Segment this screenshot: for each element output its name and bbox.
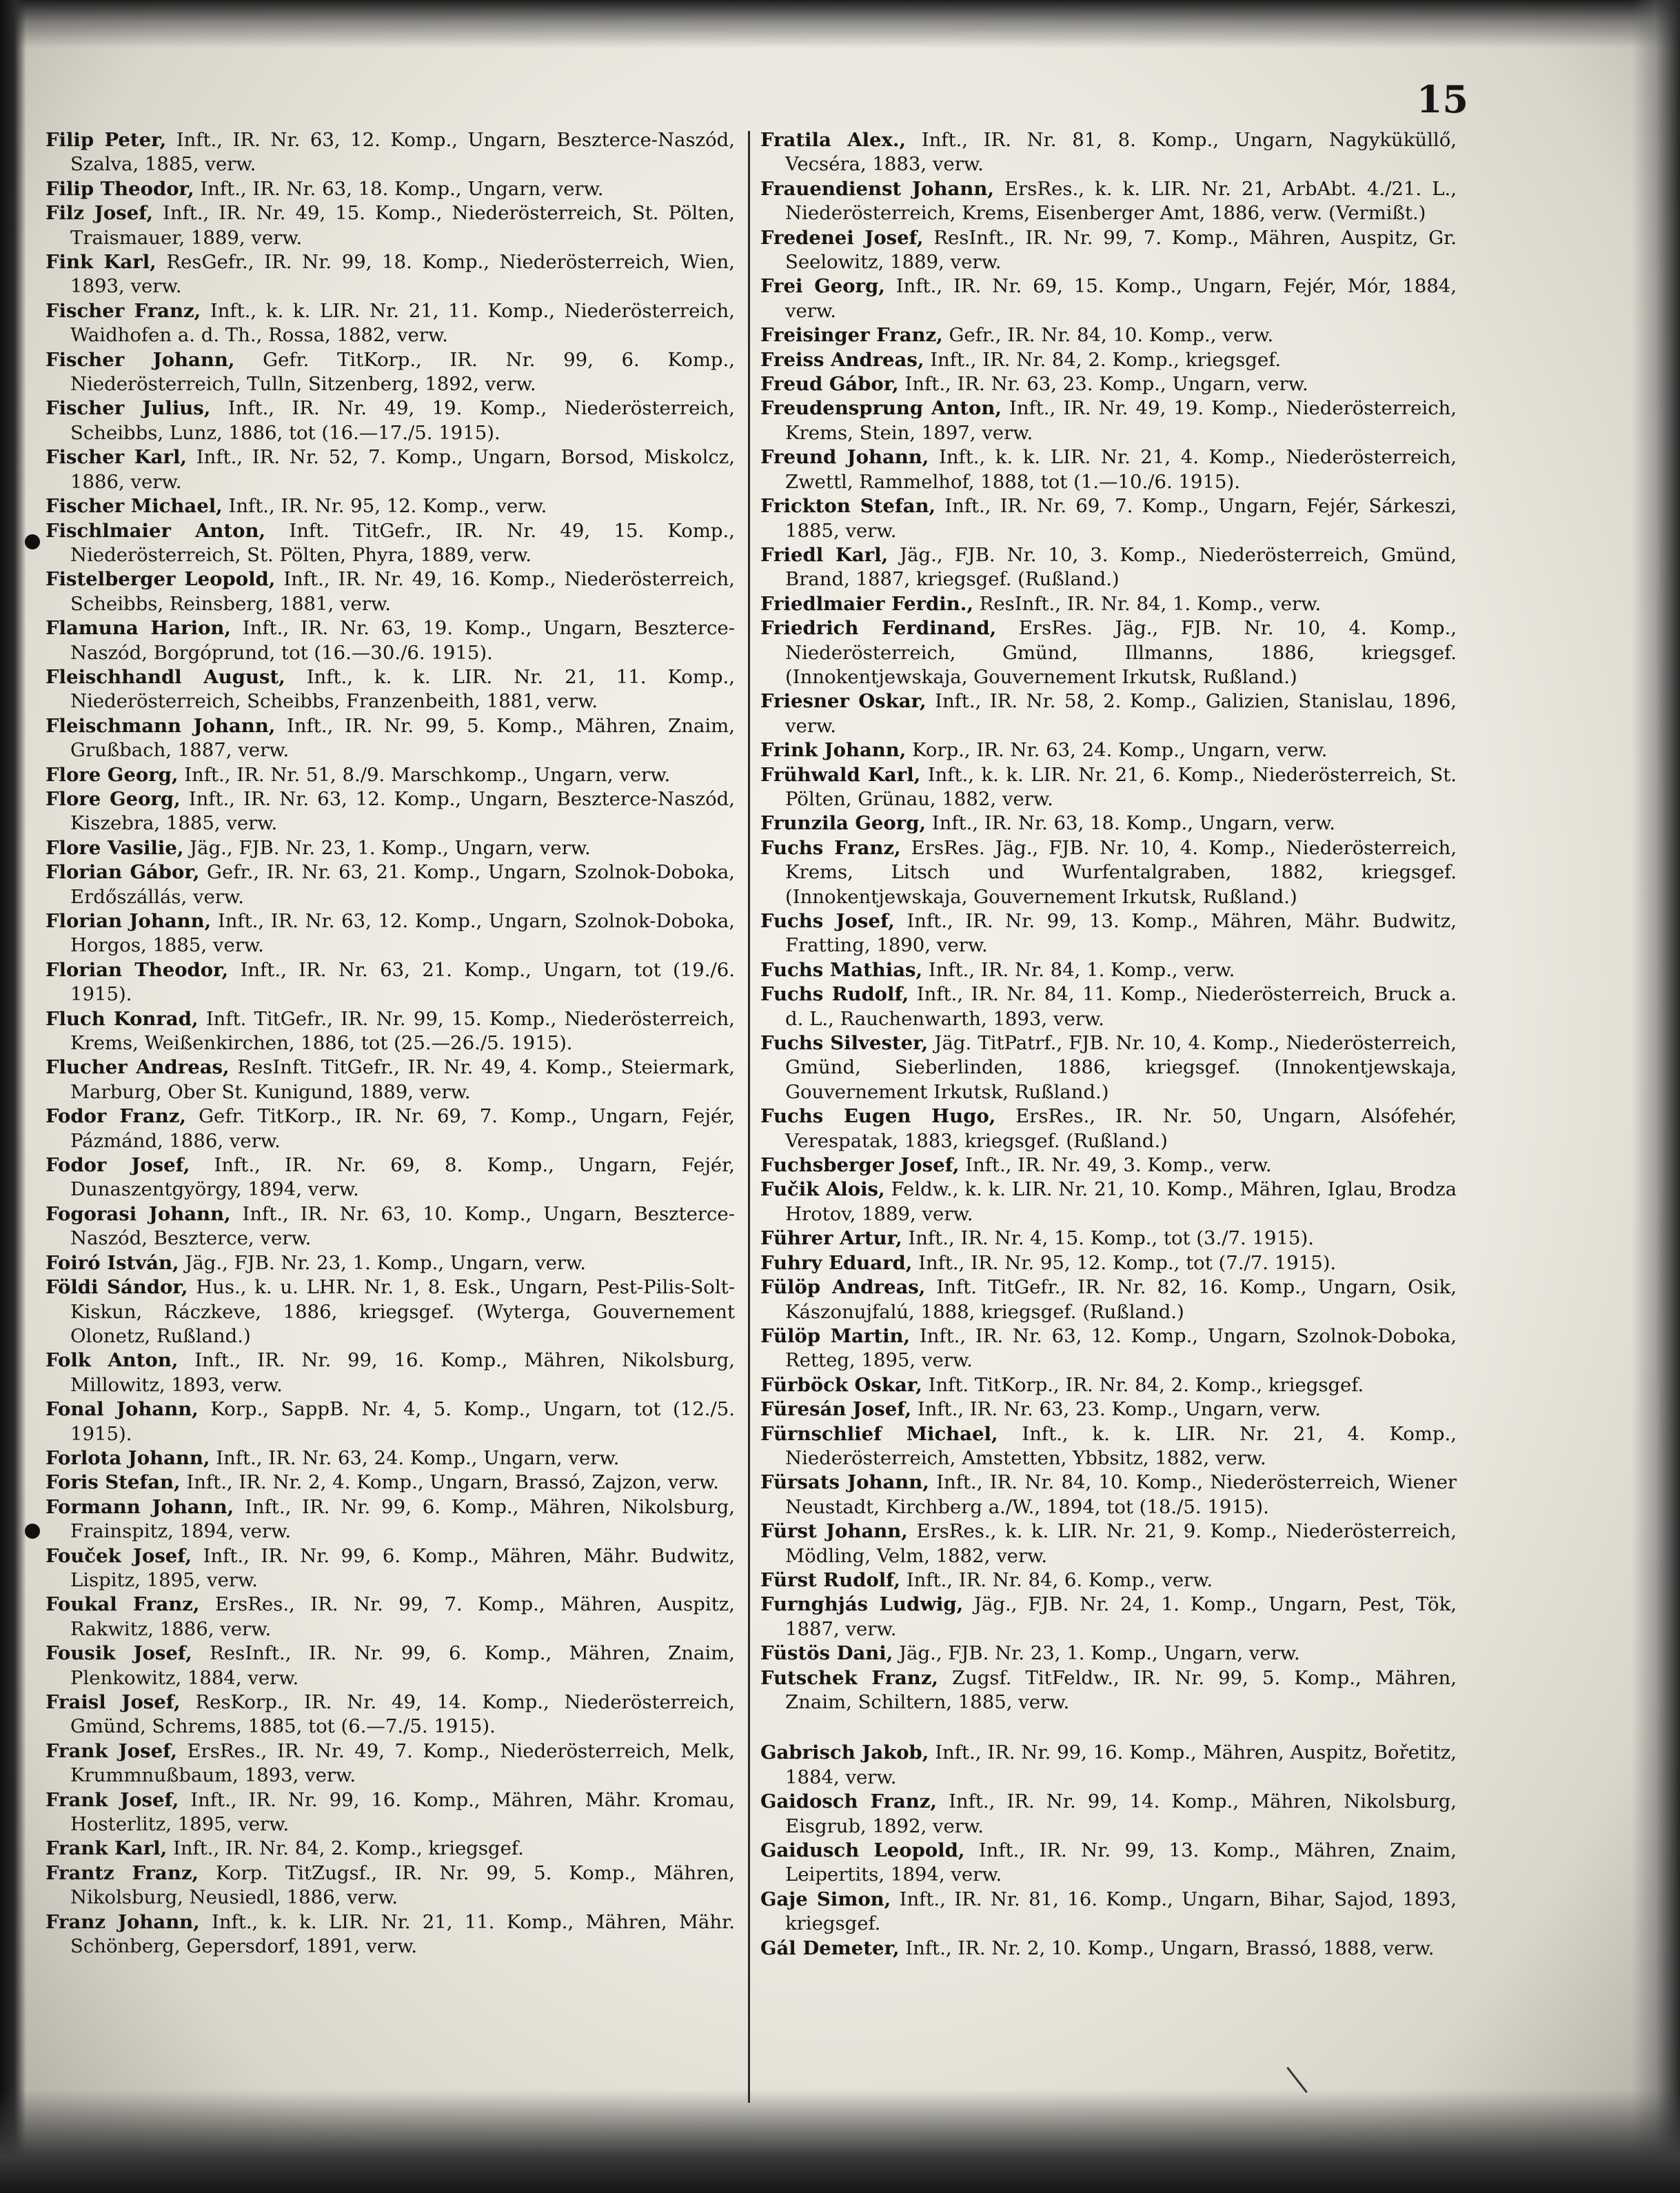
list-entry: [760, 226, 1457, 275]
entry-name: Flucher Andreas,: [45, 1056, 230, 1079]
entry-details: Jäg., FJB. Nr. 10, 3. Komp., Niederösterreich, Gmünd, Brand, 1887, kriegsgef. (Rußland.): [785, 543, 1457, 591]
entry-name: Florian Gábor,: [45, 861, 200, 884]
entry-details: ErsRes. Jäg., FJB. Nr. 10, 4. Komp., Niederösterreich, Krems, Litsch und Wurfentalgraben, 1882, kriegsgef. (Innokentjewskaja, Gouvernement Irkutsk, Rußland.): [785, 836, 1457, 908]
entry-details: Inft., IR. Nr. 52, 7. Komp., Ungarn, Borsod, Miskolcz, 1886, verw.: [70, 446, 735, 493]
entry-details: Inft., IR. Nr. 63, 18. Komp., Ungarn, verw.: [200, 177, 604, 200]
entry-name: Freudensprung Anton,: [760, 397, 1002, 420]
entry-name: Foiró István,: [45, 1251, 179, 1274]
entry-details: Inft., IR. Nr. 63, 12. Komp., Ungarn, Szolnok-Doboka, Retteg, 1895, verw.: [785, 1324, 1457, 1372]
entry-details: Gefr. TitKorp., IR. Nr. 99, 6. Komp., Niederösterreich, Tulln, Sitzenberg, 1892, verw.: [70, 348, 735, 396]
entry-name: Gabrisch Jakob,: [760, 1741, 929, 1764]
list-entry: [760, 1397, 1457, 1422]
entry-name: Fischer Franz,: [45, 299, 201, 322]
entry-name: Fink Karl,: [45, 251, 156, 274]
list-entry: [760, 348, 1457, 372]
list-entry: [45, 128, 735, 177]
list-entry: [45, 1446, 735, 1471]
list-entry: [760, 958, 1457, 982]
entry-name: Fuhry Eduard,: [760, 1251, 913, 1274]
list-entry: [45, 348, 735, 397]
list-entry: [45, 1153, 735, 1202]
entry-name: Fraisl Josef,: [45, 1691, 181, 1713]
list-entry: [45, 445, 735, 494]
entry-name: Fodor Franz,: [45, 1105, 186, 1128]
list-entry: [760, 396, 1457, 445]
list-entry: [45, 1275, 735, 1348]
entry-name: Fuchs Mathias,: [760, 958, 923, 981]
entry-name: Fonal Johann,: [45, 1398, 199, 1421]
entry-name: Forlota Johann,: [45, 1446, 210, 1469]
entry-name: Fuchs Eugen Hugo,: [760, 1105, 996, 1128]
list-entry: [45, 177, 735, 201]
entry-name: Führer Artur,: [760, 1227, 902, 1250]
entry-details: Gefr., IR. Nr. 63, 21. Komp., Ungarn, Szolnok-Doboka, Erdőszállás, verw.: [70, 861, 735, 908]
entry-details: Jäg., FJB. Nr. 24, 1. Komp., Ungarn, Pest, Tök, 1887, verw.: [785, 1593, 1457, 1640]
entry-details: Inft. TitGefr., IR. Nr. 82, 16. Komp., Ungarn, Osik, Kászonujfalú, 1888, kriegsgef. (Rußland.): [785, 1276, 1457, 1323]
entry-details: Inft. TitGefr., IR. Nr. 49, 15. Komp., Niederösterreich, St. Pölten, Phyra, 1889, verw.: [70, 519, 735, 566]
list-entry: [45, 494, 735, 518]
entry-details: ErsRes., k. k. LIR. Nr. 21, 9. Komp., Niederösterreich, Mödling, Velm, 1882, verw.: [785, 1520, 1457, 1567]
list-entry: [760, 1666, 1457, 1715]
list-entry: [45, 1544, 735, 1593]
entry-details: Inft., IR. Nr. 95, 12. Komp., verw.: [228, 495, 547, 518]
list-entry: [760, 1519, 1457, 1568]
entry-name: Friedl Karl,: [760, 543, 889, 566]
list-entry: [45, 1007, 735, 1056]
entry-name: Freisinger Franz,: [760, 324, 943, 347]
entry-name: Flore Georg,: [45, 763, 179, 786]
scan-shadow-right: [1632, 0, 1680, 2193]
list-entry: [45, 1202, 735, 1251]
entry-name: Foris Stefan,: [45, 1471, 181, 1494]
entry-details: Inft., IR. Nr. 84, 6. Komp., verw.: [906, 1568, 1213, 1591]
list-entry: [760, 1790, 1457, 1839]
list-entry: [45, 714, 735, 763]
entry-details: Inft., IR. Nr. 49, 19. Komp., Niederösterreich, Scheibbs, Lunz, 1886, tot (16.—17./5. 1915).: [70, 397, 736, 444]
entry-name: Fürböck Oskar,: [760, 1373, 922, 1396]
entry-name: Frunzila Georg,: [760, 812, 927, 835]
page-number: 15: [1416, 77, 1468, 121]
list-entry: [45, 616, 735, 665]
entry-details: Inft., IR. Nr. 63, 23. Komp., Ungarn, verw.: [917, 1398, 1321, 1421]
entry-name: Fredenei Josef,: [760, 226, 924, 249]
entry-name: Füresán Josef,: [760, 1398, 912, 1421]
right-column-g-entries: [760, 1741, 1457, 1961]
entry-name: Fülöp Martin,: [760, 1324, 911, 1347]
entry-details: ResGefr., IR. Nr. 99, 18. Komp., Niederösterreich, Wien, 1893, verw.: [70, 251, 735, 298]
entry-details: Inft., k. k. LIR. Nr. 21, 4. Komp., Niederösterreich, Amstetten, Ybbsitz, 1882, verw.: [785, 1422, 1457, 1469]
entry-name: Frantz Franz,: [45, 1861, 199, 1884]
entry-name: Futschek Franz,: [760, 1666, 938, 1689]
entry-details: Inft., IR. Nr. 99, 16. Komp., Mähren, Auspitz, Bořetitz, 1884, verw.: [785, 1741, 1457, 1788]
entry-name: Frink Johann,: [760, 739, 907, 762]
entry-name: Friesner Oskar,: [760, 690, 927, 713]
entry-details: Inft., IR. Nr. 4, 15. Komp., tot (3./7. 1915).: [908, 1227, 1314, 1250]
list-entry: [760, 1178, 1457, 1226]
entry-name: Fischlmaier Anton,: [45, 519, 266, 542]
list-entry: [45, 1739, 735, 1788]
entry-name: Frank Karl,: [45, 1837, 168, 1860]
entry-details: Korp., IR. Nr. 63, 24. Komp., Ungarn, verw.: [912, 739, 1328, 762]
entry-details: Inft., IR. Nr. 51, 8./9. Marschkomp., Ungarn, verw.: [184, 763, 671, 786]
entry-name: Gaidusch Leopold,: [760, 1839, 965, 1862]
entry-name: Filip Peter,: [45, 129, 167, 151]
entry-details: Inft., k. k. LIR. Nr. 21, 11. Komp., Mähren, Mähr. Schönberg, Gepersdorf, 1891, verw.: [70, 1910, 735, 1958]
entry-name: Fürsats Johann,: [760, 1471, 929, 1494]
entry-details: Inft., IR. Nr. 58, 2. Komp., Galizien, Stanislau, 1896, verw.: [785, 690, 1457, 737]
entry-details: Inft., IR. Nr. 63, 12. Komp., Ungarn, Beszterce-Naszód, Szalva, 1885, verw.: [70, 129, 735, 176]
list-entry: [45, 1348, 735, 1397]
entry-details: Inft., IR. Nr. 63, 10. Komp., Ungarn, Beszterce-Naszód, Beszterce, verw.: [70, 1202, 735, 1250]
list-entry: [760, 1031, 1457, 1104]
entry-name: Folk Anton,: [45, 1349, 179, 1372]
entry-details: Inft., IR. Nr. 99, 16. Komp., Mähren, Nikolsburg, Millowitz, 1893, verw.: [70, 1349, 735, 1396]
entry-name: Fürnschlief Michael,: [760, 1422, 998, 1445]
entry-name: Fischer Julius,: [45, 397, 211, 420]
entry-details: Inft., IR. Nr. 81, 8. Komp., Ungarn, Nagyküküllő, Vecséra, 1883, verw.: [785, 129, 1457, 176]
list-entry: [760, 494, 1457, 543]
entry-name: Fluch Konrad,: [45, 1007, 199, 1030]
entry-name: Franz Johann,: [45, 1910, 200, 1933]
list-entry: [760, 1741, 1457, 1790]
entry-name: Füstös Dani,: [760, 1642, 893, 1665]
entry-name: Fürst Rudolf,: [760, 1568, 900, 1591]
list-entry: [760, 323, 1457, 347]
entry-details: Inft., IR. Nr. 69, 7. Komp., Ungarn, Fejér, Sárkeszi, 1885, verw.: [785, 495, 1457, 542]
entry-details: Inft., IR. Nr. 63, 21. Komp., Ungarn, tot (19./6. 1915).: [70, 958, 735, 1006]
list-entry: [760, 1251, 1457, 1275]
list-entry: [45, 1397, 735, 1446]
list-entry: [45, 1861, 735, 1910]
list-entry: [45, 1471, 735, 1495]
list-entry: [760, 763, 1457, 812]
entry-name: Fischer Michael,: [45, 495, 223, 518]
list-entry: [760, 811, 1457, 836]
list-entry: [45, 201, 735, 250]
entry-details: Inft., IR. Nr. 95, 12. Komp., tot (7./7. 1915).: [918, 1251, 1337, 1274]
entry-name: Friedrich Ferdinand,: [760, 617, 997, 640]
entry-details: Korp. TitZugsf., IR. Nr. 99, 5. Komp., Mähren, Nikolsburg, Neusiedl, 1886, verw.: [70, 1861, 735, 1909]
list-entry: [760, 445, 1457, 494]
entry-name: Florian Theodor,: [45, 958, 229, 981]
entry-name: Frühwald Karl,: [760, 763, 921, 786]
entry-name: Friedlmaier Ferdin.,: [760, 592, 973, 615]
entry-name: Frei Georg,: [760, 275, 885, 298]
list-entry: [760, 982, 1457, 1031]
list-entry: [760, 1593, 1457, 1641]
list-entry: [45, 909, 735, 958]
left-column: [45, 128, 735, 1959]
list-entry: [45, 1104, 735, 1153]
entry-name: Frank Josef,: [45, 1739, 177, 1762]
list-entry: [45, 836, 735, 860]
entry-details: Inft., IR. Nr. 84, 11. Komp., Niederösterreich, Bruck a. d. L., Rauchenwarth, 1893, verw.: [785, 983, 1457, 1030]
entry-details: Inft., IR. Nr. 84, 1. Komp., verw.: [928, 958, 1235, 981]
entry-details: Gefr., IR. Nr. 84, 10. Komp., verw.: [949, 324, 1274, 347]
entry-name: Frauendienst Johann,: [760, 177, 994, 200]
entry-details: Zugsf. TitFeldw., IR. Nr. 99, 5. Komp., Mähren, Znaim, Schiltern, 1885, verw.: [785, 1666, 1457, 1713]
entry-details: Inft., IR. Nr. 49, 19. Komp., Niederösterreich, Krems, Stein, 1897, verw.: [785, 397, 1457, 444]
entry-details: Inft., IR. Nr. 99, 6. Komp., Mähren, Nikolsburg, Frainspitz, 1894, verw.: [70, 1495, 735, 1543]
list-entry: [760, 543, 1457, 592]
entry-details: Inft., k. k. LIR. Nr. 21, 11. Komp., Niederösterreich, Scheibbs, Franzenbeith, 1881, verw.: [70, 665, 735, 713]
entry-details: Inft., IR. Nr. 99, 5. Komp., Mähren, Znaim, Grußbach, 1887, verw.: [70, 714, 735, 762]
list-entry: [760, 1153, 1457, 1178]
list-entry: [45, 1910, 735, 1959]
list-entry: [45, 1690, 735, 1739]
entry-name: Freud Gábor,: [760, 373, 899, 396]
entry-details: Inft., k. k. LIR. Nr. 21, 4. Komp., Niederösterreich, Zwettl, Rammelhof, 1888, tot (1.—10./6. 1915).: [785, 446, 1457, 493]
entry-name: Fučik Alois,: [760, 1178, 885, 1201]
binding-hole: [25, 1524, 40, 1539]
list-entry: [760, 1568, 1457, 1593]
list-entry: [45, 1055, 735, 1104]
right-column: [760, 128, 1457, 1961]
list-entry: [45, 1593, 735, 1641]
entry-details: Inft., IR. Nr. 99, 16. Komp., Mähren, Mähr. Kromau, Hosterlitz, 1895, verw.: [70, 1788, 735, 1836]
entry-details: Jäg., FJB. Nr. 23, 1. Komp., Ungarn, verw.: [190, 836, 591, 859]
entry-details: ErsRes., IR. Nr. 99, 7. Komp., Mähren, Auspitz, Rakwitz, 1886, verw.: [70, 1593, 735, 1640]
entry-details: Jäg. TitPatrf., FJB. Nr. 10, 4. Komp., Niederösterreich, Gmünd, Sieberlinden, 1886, kriegsgef. (Innokentjewskaja, Gouvernement Irkutsk, Rußland.): [785, 1032, 1457, 1103]
entry-details: ErsRes. Jäg., FJB. Nr. 10, 4. Komp., Niederösterreich, Gmünd, Illmanns, 1886, kriegsgef. (Innokentjewskaja, Gouvernement Irkutsk, Rußland.): [785, 617, 1457, 688]
entry-name: Gaidosch Franz,: [760, 1790, 937, 1813]
list-entry: [760, 1226, 1457, 1251]
entry-name: Frank Josef,: [45, 1788, 179, 1811]
list-entry: [760, 1937, 1457, 1961]
entry-details: Jäg., FJB. Nr. 23, 1. Komp., Ungarn, verw.: [185, 1251, 587, 1274]
entry-details: Inft., IR. Nr. 63, 18. Komp., Ungarn, verw.: [931, 812, 1335, 835]
entry-details: Inft. TitKorp., IR. Nr. 84, 2. Komp., kriegsgef.: [928, 1373, 1364, 1396]
entry-name: Flore Georg,: [45, 787, 181, 810]
entry-details: Inft., IR. Nr. 49, 16. Komp., Niederösterreich, Scheibbs, Reinsberg, 1881, verw.: [70, 568, 735, 615]
list-entry: [760, 128, 1457, 177]
list-entry: [760, 1471, 1457, 1519]
list-entry: [760, 1104, 1457, 1153]
list-entry: [760, 909, 1457, 958]
entry-details: ResKorp., IR. Nr. 49, 14. Komp., Niederösterreich, Gmünd, Schrems, 1885, tot (6.—7./5. 1915).: [70, 1691, 736, 1738]
entry-name: Fodor Josef,: [45, 1154, 190, 1177]
entry-name: Foukal Franz,: [45, 1593, 200, 1616]
entry-details: Inft. TitGefr., IR. Nr. 99, 15. Komp., Niederösterreich, Krems, Weißenkirchen, 1886, tot (25.—26./5. 1915).: [70, 1007, 735, 1055]
entry-name: Filz Josef,: [45, 202, 153, 225]
entry-details: Inft., IR. Nr. 2, 10. Komp., Ungarn, Brassó, 1888, verw.: [905, 1937, 1435, 1959]
list-entry: [45, 567, 735, 616]
entry-name: Földi Sándor,: [45, 1276, 188, 1299]
entry-details: Inft., IR. Nr. 99, 13. Komp., Mähren, Mähr. Budwitz, Fratting, 1890, verw.: [785, 910, 1457, 957]
entry-details: Inft., IR. Nr. 84, 2. Komp., kriegsgef.: [930, 348, 1282, 371]
column-divider: [748, 131, 750, 2103]
entry-name: Fischer Karl,: [45, 446, 187, 469]
entry-name: Fogorasi Johann,: [45, 1202, 231, 1225]
list-entry: [760, 1275, 1457, 1324]
scan-shadow-bottom: [0, 2090, 1680, 2193]
entry-name: Flore Vasilie,: [45, 836, 184, 859]
list-entry: [760, 1839, 1457, 1888]
list-entry: [760, 1641, 1457, 1666]
list-entry: [45, 665, 735, 714]
entry-details: Korp., SappB. Nr. 4, 5. Komp., Ungarn, tot (12./5. 1915).: [70, 1398, 735, 1445]
entry-details: Inft., k. k. LIR. Nr. 21, 11. Komp., Niederösterreich, Waidhofen a. d. Th., Rossa, 1882, verw.: [70, 299, 735, 347]
list-entry: [45, 299, 735, 348]
entry-details: Inft., IR. Nr. 84, 10. Komp., Niederösterreich, Wiener Neustadt, Kirchberg a./W., 1894, tot (18./5. 1915).: [785, 1471, 1457, 1518]
entry-name: Fouček Josef,: [45, 1544, 192, 1567]
entry-details: Inft., IR. Nr. 63, 12. Komp., Ungarn, Szolnok-Doboka, Horgos, 1885, verw.: [70, 910, 735, 957]
list-entry: [760, 738, 1457, 762]
entry-name: Fuchs Franz,: [760, 836, 901, 859]
list-entry: [45, 860, 735, 909]
entry-details: Inft., IR. Nr. 63, 12. Komp., Ungarn, Beszterce-Naszód, Kiszebra, 1885, verw.: [70, 787, 735, 835]
list-entry: [45, 1251, 735, 1275]
list-entry: [760, 689, 1457, 738]
entry-name: Fratila Alex.,: [760, 129, 907, 151]
entry-details: Inft., IR. Nr. 49, 3. Komp., verw.: [965, 1154, 1272, 1177]
entry-details: ErsRes., k. k. LIR. Nr. 21, ArbAbt. 4./21. L., Niederösterreich, Krems, Eisenberger Amt, 1886, verw. (Vermißt.): [785, 177, 1457, 225]
entry-details: ErsRes., IR. Nr. 50, Ungarn, Alsófehér, Verespatak, 1883, kriegsgef. (Rußland.): [785, 1105, 1457, 1152]
entry-details: Inft., IR. Nr. 69, 8. Komp., Ungarn, Fejér, Dunaszentgyörgy, 1894, verw.: [70, 1154, 735, 1201]
entry-details: Inft., IR. Nr. 84, 2. Komp., kriegsgef.: [172, 1837, 524, 1860]
entry-name: Filip Theodor,: [45, 177, 194, 200]
entry-name: Fischer Johann,: [45, 348, 235, 371]
list-entry: [760, 1373, 1457, 1397]
list-entry: [45, 958, 735, 1007]
entry-details: Gefr. TitKorp., IR. Nr. 69, 7. Komp., Ungarn, Fejér, Pázmánd, 1886, verw.: [70, 1105, 735, 1152]
list-entry: [45, 1641, 735, 1690]
entry-name: Gaje Simon,: [760, 1888, 891, 1910]
list-entry: [45, 396, 735, 445]
entry-details: Inft., IR. Nr. 49, 15. Komp., Niederösterreich, St. Pölten, Traismauer, 1889, verw.: [70, 202, 735, 249]
entry-name: Gál Demeter,: [760, 1937, 900, 1959]
list-entry: [45, 519, 735, 568]
list-entry: [760, 274, 1457, 323]
entry-name: Fuchs Silvester,: [760, 1032, 929, 1055]
entry-details: Inft., IR. Nr. 63, 19. Komp., Ungarn, Beszterce-Naszód, Borgóprund, tot (16.—30./6. 1915).: [70, 617, 735, 664]
entry-details: Inft., IR. Nr. 63, 23. Komp., Ungarn, verw.: [904, 373, 1308, 396]
entry-name: Fuchs Rudolf,: [760, 983, 909, 1006]
list-entry: [760, 616, 1457, 689]
list-entry: [760, 177, 1457, 226]
list-entry: [45, 1837, 735, 1861]
entry-details: Inft., IR. Nr. 2, 4. Komp., Ungarn, Brassó, Zajzon, verw.: [186, 1471, 719, 1494]
list-entry: [760, 1324, 1457, 1373]
list-entry: [45, 1495, 735, 1544]
list-entry: [45, 250, 735, 299]
entry-name: Freund Johann,: [760, 446, 929, 469]
entry-name: Fuchs Josef,: [760, 910, 895, 932]
list-entry: [760, 1422, 1457, 1471]
entry-name: Fürst Johann,: [760, 1520, 908, 1543]
list-entry: [760, 1888, 1457, 1937]
entry-name: Fistelberger Leopold,: [45, 568, 276, 591]
entry-details: Inft., IR. Nr. 63, 24. Komp., Ungarn, verw.: [216, 1446, 620, 1469]
entry-details: ResInft., IR. Nr. 99, 7. Komp., Mähren, Auspitz, Gr. Seelowitz, 1889, verw.: [785, 226, 1457, 274]
list-entry: [760, 592, 1457, 616]
entry-name: Fleischmann Johann,: [45, 714, 276, 737]
entry-name: Flamuna Harion,: [45, 617, 231, 640]
entry-name: Fuchsberger Josef,: [760, 1154, 960, 1177]
entry-details: ResInft., IR. Nr. 99, 6. Komp., Mähren, Znaim, Plenkowitz, 1884, verw.: [70, 1642, 735, 1689]
list-entry: [45, 763, 735, 787]
entry-details: Inft., IR. Nr. 99, 14. Komp., Mähren, Nikolsburg, Eisgrub, 1892, verw.: [785, 1790, 1457, 1837]
entry-details: Hus., k. u. LHR. Nr. 1, 8. Esk., Ungarn, Pest-Pilis-Solt-Kiskun, Ráczkeve, 1886, kriegsgef. (Wyterga, Gouvernement Olonetz, Rußland.): [70, 1276, 736, 1347]
entry-details: ResInft. TitGefr., IR. Nr. 49, 4. Komp., Steiermark, Marburg, Ober St. Kunigund, 1889, verw.: [70, 1056, 736, 1103]
entry-details: Inft., IR. Nr. 99, 6. Komp., Mähren, Mähr. Budwitz, Lispitz, 1895, verw.: [70, 1544, 735, 1591]
entry-name: Fülöp Andreas,: [760, 1276, 926, 1299]
entry-name: Fleischhandl August,: [45, 665, 285, 688]
entry-details: ResInft., IR. Nr. 84, 1. Komp., verw.: [979, 592, 1322, 615]
entry-details: Inft., IR. Nr. 99, 13. Komp., Mähren, Znaim, Leipertits, 1894, verw.: [785, 1839, 1457, 1886]
entry-details: Inft., IR. Nr. 69, 15. Komp., Ungarn, Fejér, Mór, 1884, verw.: [785, 275, 1457, 322]
entry-details: Feldw., k. k. LIR. Nr. 21, 10. Komp., Mähren, Iglau, Brodza Hrotov, 1889, verw.: [785, 1178, 1457, 1225]
entry-name: Frickton Stefan,: [760, 495, 936, 518]
entry-name: Florian Johann,: [45, 910, 212, 932]
scan-shadow-top: [0, 0, 1680, 48]
entry-details: Inft., IR. Nr. 81, 16. Komp., Ungarn, Bihar, Sajod, 1893, kriegsgef.: [785, 1888, 1457, 1935]
right-column-f-entries: [760, 128, 1457, 1715]
scan-shadow-left: [0, 0, 26, 2193]
section-gap: [760, 1715, 1457, 1741]
list-entry: [45, 1788, 735, 1837]
list-entry: [760, 372, 1457, 396]
entry-details: Jäg., FJB. Nr. 23, 1. Komp., Ungarn, verw.: [899, 1642, 1300, 1665]
list-entry: [45, 787, 735, 836]
entry-name: Fousik Josef,: [45, 1642, 192, 1665]
entry-details: Inft., k. k. LIR. Nr. 21, 6. Komp., Niederösterreich, St. Pölten, Grünau, 1882, verw.: [785, 763, 1457, 810]
list-entry: [760, 836, 1457, 909]
binding-hole: [25, 534, 40, 549]
entry-name: Furnghjás Ludwig,: [760, 1593, 964, 1616]
entry-details: ErsRes., IR. Nr. 49, 7. Komp., Niederösterreich, Melk, Krummnußbaum, 1893, verw.: [70, 1739, 735, 1787]
entry-name: Formann Johann,: [45, 1495, 234, 1518]
entry-name: Freiss Andreas,: [760, 348, 924, 371]
